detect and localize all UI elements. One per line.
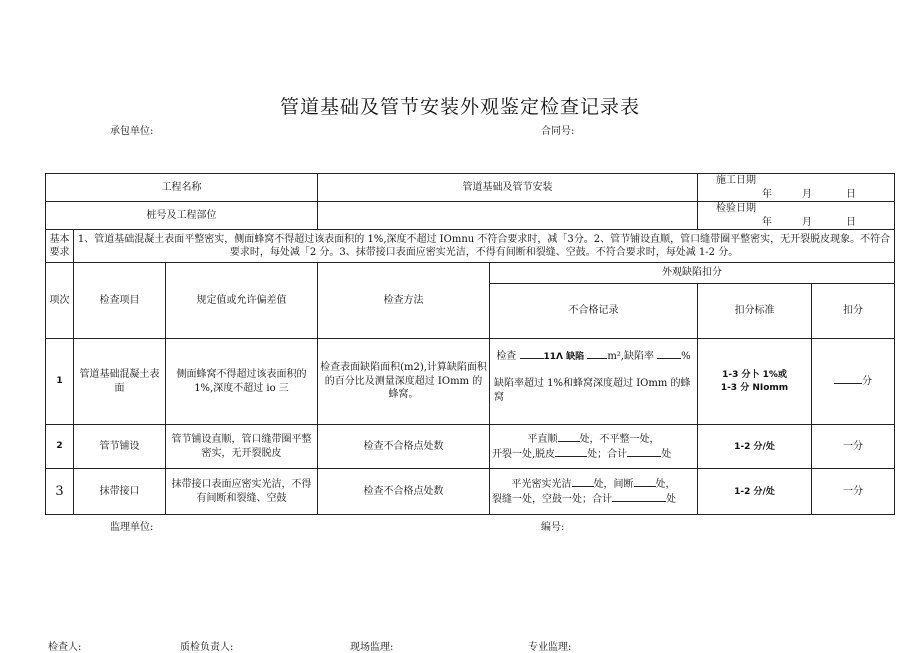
requirements-label: 基本要求 xyxy=(46,230,74,263)
row-deduct[interactable]: 一分 xyxy=(812,469,895,515)
row-method: 检查不合格点处数 xyxy=(318,469,490,515)
month-label-2: 月 xyxy=(802,216,812,228)
row-spec: 管节铺设直顺，管口缝带圈平整密实，无开裂脱皮 xyxy=(166,425,318,469)
row-number: 3 xyxy=(46,469,74,515)
column-header-row xyxy=(46,263,895,284)
inspection-form-table xyxy=(45,173,895,515)
page-title: 管道基础及管节安装外观鉴定检查记录表 xyxy=(279,96,640,118)
row-spec: 抹带接口表面应密实光洁，不得有间断和裂缝、空鼓 xyxy=(166,469,318,515)
contractor-label: 承包单位: xyxy=(110,126,154,137)
row-item: 抹带接口 xyxy=(74,469,166,515)
row-method: 检查不合格点处数 xyxy=(318,425,490,469)
specialist-label: 专业监理: xyxy=(528,642,572,653)
inspector-label: 检查人: xyxy=(48,642,82,653)
row-deduct-std: 1-3 分卜 1%或 1-3 分 NIomm xyxy=(698,339,812,425)
project-name-value[interactable]: 管道基础及管节安装 xyxy=(318,174,698,202)
col-method-header: 检查方法 xyxy=(318,263,490,339)
table-row xyxy=(46,425,895,469)
day-label-2: 日 xyxy=(846,216,856,228)
table-row xyxy=(46,469,895,515)
col-defect-group-header: 外观缺陷扣分 xyxy=(490,263,895,284)
info-row-station xyxy=(46,202,895,230)
row-method: 检查表面缺陷面积(m2),计算缺陷面积的百分比及测量深度超过 IOmm 的蜂窝。 xyxy=(318,339,490,425)
inspection-date-cell[interactable] xyxy=(698,202,895,230)
col-index-header: 项次 xyxy=(46,263,74,339)
table-row xyxy=(46,339,895,425)
row-record[interactable]: 平直顺 处，不平整一处， 开裂一处,脱皮 处；合计 处 xyxy=(490,425,698,469)
row-item: 管节铺设 xyxy=(74,425,166,469)
inspection-date-label: 检验日期 xyxy=(716,203,756,214)
row-deduct[interactable]: 分 xyxy=(812,339,895,425)
col-deduct-std-header: 扣分标准 xyxy=(698,284,812,339)
col-item-header: 检查项目 xyxy=(74,263,166,339)
construction-date-label: 施工日期 xyxy=(716,175,756,186)
row-spec: 侧面蜂窝不得超过该表面积的 1%,深度不超过 io 三 xyxy=(166,339,318,425)
construction-date-cell[interactable] xyxy=(698,174,895,202)
requirements-row xyxy=(46,230,895,263)
row-deduct[interactable]: 一分 xyxy=(812,425,895,469)
row-deduct-std: 1-2 分/处 xyxy=(698,469,812,515)
col-nonconform-header: 不合格记录 xyxy=(490,284,698,339)
row-deduct-std: 1-2 分/处 xyxy=(698,425,812,469)
qc-lead-label: 质检负责人: xyxy=(180,642,234,653)
project-name-label: 工程名称 xyxy=(46,174,318,202)
day-label: 日 xyxy=(846,188,856,200)
row-record[interactable]: 平光密实光洁 处，间断 处， 裂缝一处，空鼓一处；合计 处 xyxy=(490,469,698,515)
info-row-project xyxy=(46,174,895,202)
station-value[interactable] xyxy=(318,202,698,230)
station-label: 桩号及工程部位 xyxy=(46,202,318,230)
row-record[interactable]: 检查 11Λ 缺陷 m²,缺陷率 % 缺陷率超过 1%和蜂窝深度超过 IOmm 的蜂窝 xyxy=(490,339,698,425)
year-label: 年 xyxy=(762,188,772,200)
year-label-2: 年 xyxy=(762,216,772,228)
supervisor-unit-label: 监理单位: xyxy=(110,522,154,533)
col-deduct-header: 扣分 xyxy=(812,284,895,339)
site-supervisor-label: 现场监理: xyxy=(350,642,394,653)
row-number: 1 xyxy=(46,339,74,425)
row-number: 2 xyxy=(46,425,74,469)
row-item: 管道基础混凝土表面 xyxy=(74,339,166,425)
serial-no-label: 编号: xyxy=(541,522,565,533)
month-label: 月 xyxy=(802,188,812,200)
col-spec-header: 规定值或允许偏差值 xyxy=(166,263,318,339)
contract-no-label: 合同号: xyxy=(541,126,575,137)
requirements-text: 1、管道基础混凝土表面平整密实，侧面蜂窝不得超过该表面积的 1%,深度不超过 IOmnu 不符合要求时，减「3分。2、管节铺设直顺，管口缝带圈平整密实，无开裂脱皮现象。不符合要求时，每处减「2 分。3、抹带接口表面应密实光洁，不得有间断和裂缝、空鼓。不符合要求时，每处减 1-2 分。 xyxy=(74,230,895,263)
